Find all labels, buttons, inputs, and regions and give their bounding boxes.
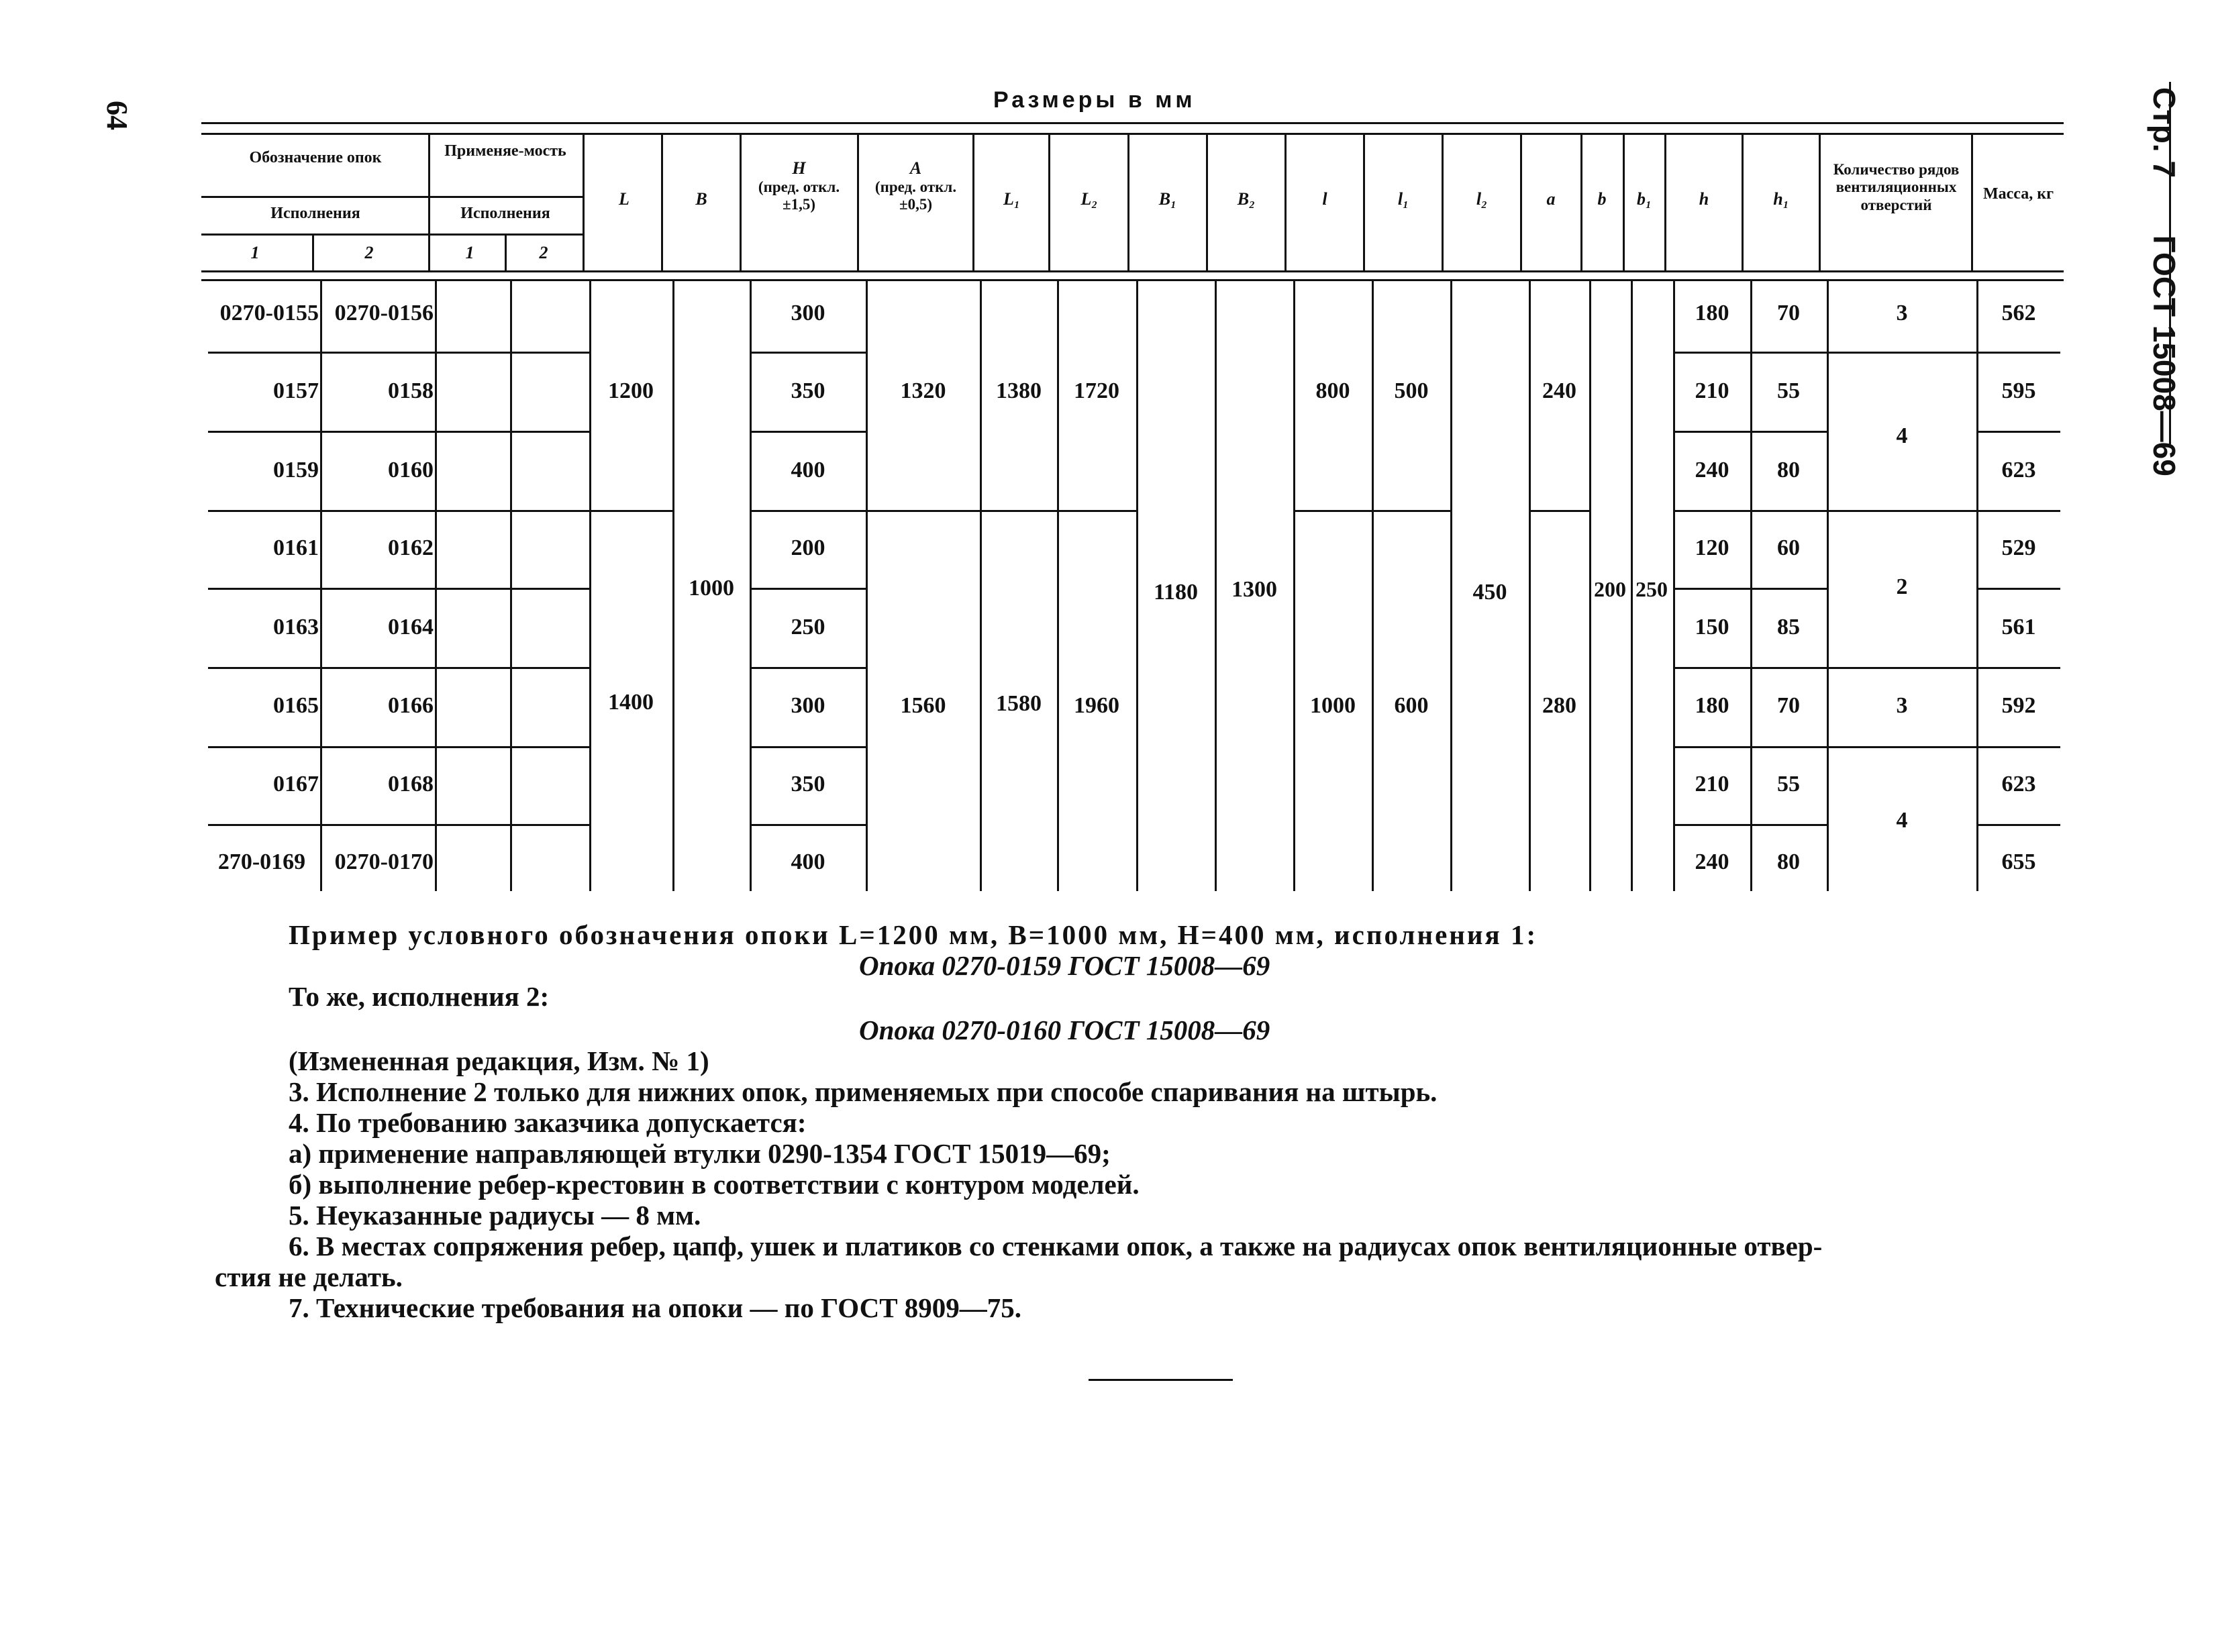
page-number: 64 bbox=[101, 101, 134, 130]
standard-label: ГОСТ 15008—69 bbox=[2147, 235, 2182, 476]
dimensions-caption: Размеры в мм bbox=[993, 87, 1196, 113]
header-h: h bbox=[1699, 189, 1709, 209]
note-6b: стия не делать. bbox=[215, 1261, 403, 1292]
header-mass: Масса, кг bbox=[1983, 185, 2054, 203]
table-row: 0163 bbox=[273, 615, 319, 639]
note-4b: б) выполнение ребер-крестовин в соответствии с контуром моделей. bbox=[289, 1169, 1140, 1200]
side-header bbox=[2146, 87, 2182, 476]
header-B: B bbox=[695, 189, 707, 209]
table-row: 0165 bbox=[273, 693, 319, 718]
header-L2: L₂ bbox=[1080, 189, 1098, 209]
table-row: 0159 bbox=[273, 458, 319, 482]
header-designation-variants: Исполнения bbox=[270, 205, 360, 222]
header-designation: Обозначение опок bbox=[249, 149, 382, 166]
note-7: 7. Технические требования на опоки — по ГОСТ 8909—75. bbox=[289, 1292, 1022, 1323]
table-row: 0270-0155 bbox=[219, 301, 319, 325]
table-row: 0167 bbox=[273, 772, 319, 796]
revision-note: (Измененная редакция, Изм. № 1) bbox=[289, 1045, 709, 1076]
header-applicability-variants: Исполнения bbox=[460, 205, 550, 222]
example-1: Опока 0270-0159 ГОСТ 15008—69 bbox=[859, 950, 1270, 981]
header-l: l bbox=[1322, 189, 1327, 209]
note-4: 4. По требованию заказчика допускается: bbox=[289, 1107, 807, 1138]
note-3: 3. Исполнение 2 только для нижних опок, применяемых при способе спаривания на штырь. bbox=[289, 1076, 1438, 1107]
note-6a: 6. В местах сопряжения ребер, цапф, ушек и платиков со стенками опок, а также на радиусах опок вентиляционные отвер- bbox=[289, 1231, 1823, 1261]
header-b1: b₁ bbox=[1636, 189, 1652, 209]
header-L1: L₁ bbox=[1003, 189, 1020, 209]
header-b: b bbox=[1597, 189, 1607, 209]
example-intro: Пример условного обозначения опоки L=1200 мм, B=1000 мм, H=400 мм, исполнения 1: bbox=[289, 919, 1538, 950]
header-h1: h₁ bbox=[1773, 189, 1789, 209]
header-L: L bbox=[619, 189, 629, 209]
header-applicability: Применяе-мость bbox=[444, 142, 566, 160]
header-A: A (пред. откл. ±0,5) bbox=[874, 158, 957, 213]
header-vent-rows: Количество рядов вентиляционных отверстий bbox=[1833, 161, 1960, 213]
header-l1: l₁ bbox=[1397, 189, 1409, 209]
header-H: H (пред. откл. ±1,5) bbox=[758, 158, 840, 213]
note-5: 5. Неуказанные радиусы — 8 мм. bbox=[289, 1200, 701, 1231]
notes bbox=[215, 919, 2094, 1323]
side-rule bbox=[2169, 82, 2171, 444]
table-row: 0157 bbox=[273, 378, 319, 403]
header-B2: B₂ bbox=[1237, 189, 1256, 209]
table-row: 0161 bbox=[273, 535, 319, 560]
header-B1: B₁ bbox=[1158, 189, 1177, 209]
header-a: a bbox=[1546, 189, 1556, 209]
table-row: 270-0169 bbox=[217, 849, 306, 874]
header-l2: l₂ bbox=[1476, 189, 1488, 209]
page-label: Стр. 7 bbox=[2147, 87, 2182, 178]
closing-rule bbox=[1089, 1379, 1233, 1381]
same-variant: То же, исполнения 2: bbox=[289, 981, 550, 1012]
note-4a: а) применение направляющей втулки 0290-1354 ГОСТ 15019—69; bbox=[289, 1138, 1111, 1169]
example-2: Опока 0270-0160 ГОСТ 15008—69 bbox=[859, 1015, 1270, 1045]
